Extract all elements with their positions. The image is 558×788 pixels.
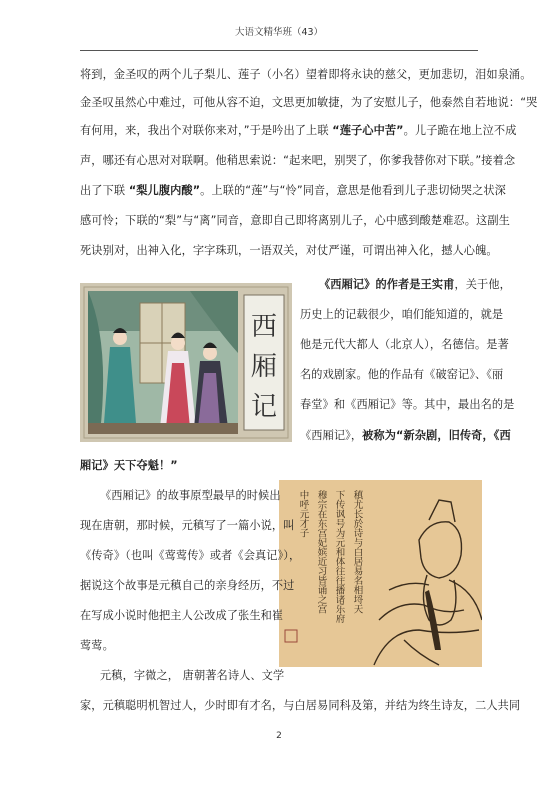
text-line: 元稹，字微之， 唐朝著名诗人、文学 <box>100 669 285 682</box>
text-span: 有何用，来，我出个对联你来对，”于是吟出了上联 <box>80 124 333 137</box>
text-line: 将到，金圣叹的两个儿子梨儿、莲子（小名）望着即将永诀的慈父，更加悲切，泪如泉涌。 <box>80 68 532 81</box>
calligraphy-column: 稹尤长於诗与白居易名相埒天 <box>351 490 363 614</box>
calligraphy-column: 穆宗在东宫妃嫔近习皆诵之宫 <box>315 490 327 614</box>
calligraphy-column: 中呼元才子 <box>297 490 309 538</box>
text-line <box>80 184 506 198</box>
text-line: 历史上的记载很少，咱们能知道的，就是 <box>300 308 504 321</box>
xixiangji-book-cover <box>80 283 292 442</box>
text-line: 他是元代大都人（北京人），名德信。是著 <box>300 338 509 351</box>
page-header: 大语文精华班（43） <box>234 27 324 38</box>
text-line: 死诀别对，出神入化，字字珠玑，一语双关，对仗严谨，可谓出神入化，撼人心魄。 <box>80 244 498 257</box>
text-line: 《传奇》（也叫《莺莺传》或者《会真记》）， <box>80 549 301 562</box>
couplet-upper: “莲子心中苦” <box>332 124 404 137</box>
text-line: 家，元稹聪明机智过人，少时即有才名，与白居易同科及第，并结为终生诗友，二人共同 <box>80 699 521 712</box>
text-span: 。上联的“莲”与“怜”同音，意思是他看到儿子悲切恸哭之状深 <box>200 184 506 197</box>
text-line: 《西厢记》的故事原型最早的时候出 <box>100 489 281 502</box>
text-line: 声，哪还有心思对对联啊。他稍思索说：“起来吧，别哭了，你爹我替你对下联。”接着念 <box>80 154 516 167</box>
text-span: 出了下联 <box>80 184 129 197</box>
calligraphy-column: 下传讽号为元和体往往播诸乐府 <box>333 490 345 623</box>
text-span: ，关于他， <box>454 278 511 291</box>
text-line: 莺莺。 <box>80 639 114 652</box>
cover-title-char: 厢 <box>250 352 278 382</box>
cover-title-char: 记 <box>250 392 278 422</box>
text-line: 在写成小说时他把主人公改成了张生和崔 <box>80 609 284 622</box>
acclaim-highlight: 被称为“新杂剧，旧传奇，《西 <box>362 429 511 442</box>
text-line: 现在唐朝，那时候，元稹写了一篇小说，叫 <box>80 519 295 532</box>
header-divider <box>80 50 478 51</box>
text-line: 名的戏剧家。他的作品有《破窑记》、《丽 <box>300 368 504 381</box>
text-line <box>300 429 511 443</box>
text-line: 春堂》和《西厢记》等。其中，最出名的是 <box>300 398 515 411</box>
book-cover-illustration <box>80 283 292 442</box>
cover-title-char: 西 <box>250 312 278 342</box>
text-line: 感可怜；下联的“梨”与“离”同音，意即自己即将离别儿子，心中感到酸楚难忍。这副生 <box>80 214 510 227</box>
portrait-illustration <box>279 480 482 667</box>
text-line: 厢记》天下夺魁！” <box>80 459 178 472</box>
yuanzhen-portrait <box>279 480 482 667</box>
text-line: 据说这个故事是元稹自己的亲身经历，不过 <box>80 579 295 592</box>
couplet-lower: “梨儿腹内酸” <box>128 184 201 197</box>
text-span: 。儿子跪在地上泣不成 <box>403 124 517 137</box>
text-line <box>80 124 517 138</box>
text-line <box>319 278 511 292</box>
text-span: 《西厢记》， <box>300 429 363 442</box>
author-highlight: 《西厢记》的作者是王实甫 <box>319 278 455 291</box>
page-number: 2 <box>276 731 282 741</box>
text-line: 金圣叹虽然心中难过，可他从容不迫，文思更加敏捷，为了安慰儿子，他泰然自若地说：“哭 <box>80 96 538 109</box>
